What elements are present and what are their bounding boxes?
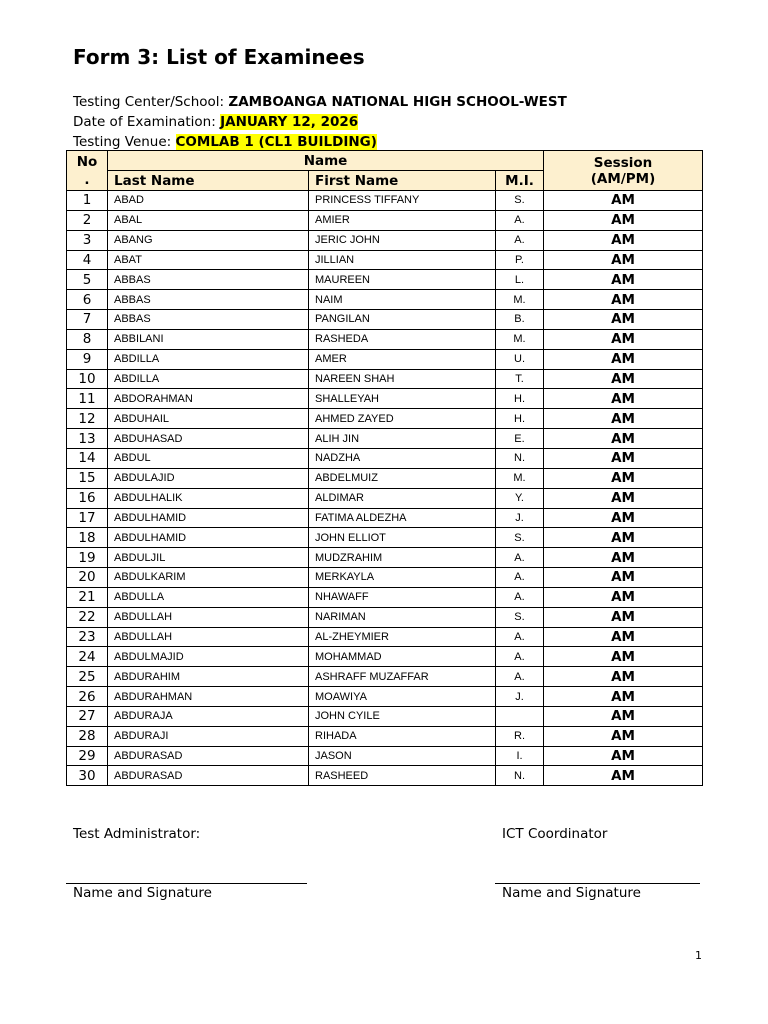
middle-initial-cell: P.: [496, 250, 544, 270]
first-name-cell: SHALLEYAH: [309, 389, 496, 409]
row-number: 26: [67, 687, 108, 707]
first-name-cell: JOHN ELLIOT: [309, 528, 496, 548]
table-row: [67, 627, 703, 647]
session-cell: AM: [544, 746, 703, 766]
last-name-cell: ABDULJIL: [108, 548, 309, 568]
row-number: 20: [67, 568, 108, 588]
table-row: [67, 528, 703, 548]
table-row: [67, 429, 703, 449]
middle-initial-cell: S.: [496, 191, 544, 211]
first-name-cell: NAIM: [309, 290, 496, 310]
row-number: 28: [67, 726, 108, 746]
table-row: [67, 448, 703, 468]
table-row: [67, 568, 703, 588]
last-name-cell: ABDULHALIK: [108, 488, 309, 508]
last-name-cell: ABANG: [108, 230, 309, 250]
session-cell: AM: [544, 548, 703, 568]
session-cell: AM: [544, 290, 703, 310]
session-cell: AM: [544, 210, 703, 230]
header-last-name: Last Name: [108, 171, 309, 191]
middle-initial-cell: N.: [496, 448, 544, 468]
middle-initial-cell: M.: [496, 329, 544, 349]
last-name-cell: ABDILLA: [108, 349, 309, 369]
last-name-cell: ABDUHASAD: [108, 429, 309, 449]
table-row: [67, 548, 703, 568]
middle-initial-cell: H.: [496, 409, 544, 429]
last-name-cell: ABAL: [108, 210, 309, 230]
row-number: 1: [67, 191, 108, 211]
row-number: 15: [67, 468, 108, 488]
session-cell: AM: [544, 488, 703, 508]
table-header: [67, 151, 703, 191]
header-session: [544, 151, 703, 191]
middle-initial-cell: A.: [496, 210, 544, 230]
table-row: [67, 230, 703, 250]
middle-initial-cell: J.: [496, 508, 544, 528]
last-name-cell: ABBAS: [108, 270, 309, 290]
last-name-cell: ABDULHAMID: [108, 508, 309, 528]
row-number: 18: [67, 528, 108, 548]
table-row: [67, 667, 703, 687]
middle-initial-cell: [496, 706, 544, 726]
last-name-cell: ABDURASAD: [108, 746, 309, 766]
session-cell: AM: [544, 329, 703, 349]
middle-initial-cell: A.: [496, 548, 544, 568]
table-row: [67, 389, 703, 409]
exam-date-value: JANUARY 12, 2026: [220, 114, 359, 130]
row-number: 8: [67, 329, 108, 349]
middle-initial-cell: I.: [496, 746, 544, 766]
testing-venue-label: Testing Venue:: [73, 134, 172, 150]
first-name-cell: AMIER: [309, 210, 496, 230]
first-name-cell: ABDELMUIZ: [309, 468, 496, 488]
first-name-cell: NADZHA: [309, 448, 496, 468]
session-cell: AM: [544, 726, 703, 746]
exam-date-line: [73, 112, 358, 132]
last-name-cell: ABDUL: [108, 448, 309, 468]
table-row: [67, 488, 703, 508]
first-name-cell: NHAWAFF: [309, 587, 496, 607]
last-name-cell: ABDURAJI: [108, 726, 309, 746]
middle-initial-cell: T.: [496, 369, 544, 389]
row-number: 6: [67, 290, 108, 310]
middle-initial-cell: H.: [496, 389, 544, 409]
row-number: 13: [67, 429, 108, 449]
header-no-label: No: [76, 153, 98, 170]
coordinator-signature-caption: Name and Signature: [502, 885, 641, 901]
session-cell: AM: [544, 409, 703, 429]
table-row: [67, 290, 703, 310]
testing-center-value: ZAMBOANGA NATIONAL HIGH SCHOOL-WEST: [228, 94, 567, 110]
table-row: [67, 210, 703, 230]
row-number: 30: [67, 766, 108, 786]
last-name-cell: ABDILLA: [108, 369, 309, 389]
session-cell: AM: [544, 528, 703, 548]
test-administrator-label: Test Administrator:: [73, 826, 201, 842]
row-number: 27: [67, 706, 108, 726]
session-cell: AM: [544, 429, 703, 449]
first-name-cell: JERIC JOHN: [309, 230, 496, 250]
table-row: [67, 329, 703, 349]
session-cell: AM: [544, 448, 703, 468]
row-number: 3: [67, 230, 108, 250]
session-cell: AM: [544, 270, 703, 290]
middle-initial-cell: M.: [496, 468, 544, 488]
session-cell: AM: [544, 568, 703, 588]
middle-initial-cell: A.: [496, 230, 544, 250]
session-cell: AM: [544, 766, 703, 786]
row-number: 7: [67, 310, 108, 330]
row-number: 22: [67, 607, 108, 627]
last-name-cell: ABDULLAH: [108, 607, 309, 627]
last-name-cell: ABAD: [108, 191, 309, 211]
row-number: 16: [67, 488, 108, 508]
session-cell: AM: [544, 647, 703, 667]
last-name-cell: ABDULKARIM: [108, 568, 309, 588]
last-name-cell: ABBILANI: [108, 329, 309, 349]
first-name-cell: NARIMAN: [309, 607, 496, 627]
session-cell: AM: [544, 349, 703, 369]
table-row: [67, 607, 703, 627]
last-name-cell: ABBAS: [108, 310, 309, 330]
table-row: [67, 191, 703, 211]
table-row: [67, 706, 703, 726]
first-name-cell: AHMED ZAYED: [309, 409, 496, 429]
middle-initial-cell: B.: [496, 310, 544, 330]
first-name-cell: JILLIAN: [309, 250, 496, 270]
first-name-cell: RASHEDA: [309, 329, 496, 349]
table-row: [67, 766, 703, 786]
row-number: 24: [67, 647, 108, 667]
first-name-cell: JASON: [309, 746, 496, 766]
first-name-cell: PRINCESS TIFFANY: [309, 191, 496, 211]
middle-initial-cell: E.: [496, 429, 544, 449]
session-cell: AM: [544, 369, 703, 389]
session-cell: AM: [544, 687, 703, 707]
first-name-cell: FATIMA ALDEZHA: [309, 508, 496, 528]
row-number: 14: [67, 448, 108, 468]
row-number: 2: [67, 210, 108, 230]
row-number: 21: [67, 587, 108, 607]
middle-initial-cell: R.: [496, 726, 544, 746]
header-session-sub: (AM/PM): [590, 170, 656, 187]
first-name-cell: PANGILAN: [309, 310, 496, 330]
last-name-cell: ABDULHAMID: [108, 528, 309, 548]
table-row: [67, 508, 703, 528]
row-number: 17: [67, 508, 108, 528]
session-cell: AM: [544, 587, 703, 607]
first-name-cell: MUDZRAHIM: [309, 548, 496, 568]
coordinator-signature-line: [495, 883, 700, 884]
first-name-cell: NAREEN SHAH: [309, 369, 496, 389]
session-cell: AM: [544, 310, 703, 330]
middle-initial-cell: N.: [496, 766, 544, 786]
session-cell: AM: [544, 627, 703, 647]
last-name-cell: ABDURAHIM: [108, 667, 309, 687]
form-title: Form 3: List of Examinees: [73, 45, 365, 69]
examinee-table: [66, 150, 703, 786]
middle-initial-cell: J.: [496, 687, 544, 707]
first-name-cell: AMER: [309, 349, 496, 369]
row-number: 11: [67, 389, 108, 409]
session-cell: AM: [544, 230, 703, 250]
table-row: [67, 746, 703, 766]
row-number: 19: [67, 548, 108, 568]
header-session-label: Session: [593, 154, 653, 171]
row-number: 4: [67, 250, 108, 270]
header-name: Name: [108, 151, 544, 171]
last-name-cell: ABDURAHMAN: [108, 687, 309, 707]
first-name-cell: MAUREEN: [309, 270, 496, 290]
first-name-cell: MOAWIYA: [309, 687, 496, 707]
middle-initial-cell: A.: [496, 667, 544, 687]
last-name-cell: ABDULMAJID: [108, 647, 309, 667]
session-cell: AM: [544, 468, 703, 488]
middle-initial-cell: A.: [496, 568, 544, 588]
row-number: 12: [67, 409, 108, 429]
middle-initial-cell: A.: [496, 627, 544, 647]
middle-initial-cell: S.: [496, 528, 544, 548]
table-row: [67, 310, 703, 330]
middle-initial-cell: Y.: [496, 488, 544, 508]
last-name-cell: ABBAS: [108, 290, 309, 310]
testing-venue-line: [73, 132, 377, 152]
admin-signature-line: [66, 883, 307, 884]
middle-initial-cell: L.: [496, 270, 544, 290]
testing-center-line: [73, 92, 567, 112]
first-name-cell: AL-ZHEYMIER: [309, 627, 496, 647]
last-name-cell: ABDULAJID: [108, 468, 309, 488]
row-number: 10: [67, 369, 108, 389]
table-row: [67, 349, 703, 369]
table-body: [67, 191, 703, 786]
header-mi: M.I.: [496, 171, 544, 191]
last-name-cell: ABDUHAIL: [108, 409, 309, 429]
table-row: [67, 587, 703, 607]
row-number: 25: [67, 667, 108, 687]
first-name-cell: MERKAYLA: [309, 568, 496, 588]
table-row: [67, 468, 703, 488]
last-name-cell: ABDURASAD: [108, 766, 309, 786]
testing-center-label: Testing Center/School:: [73, 94, 225, 110]
header-no: [67, 151, 108, 191]
middle-initial-cell: U.: [496, 349, 544, 369]
first-name-cell: RASHEED: [309, 766, 496, 786]
middle-initial-cell: S.: [496, 607, 544, 627]
row-number: 29: [67, 746, 108, 766]
last-name-cell: ABDULLA: [108, 587, 309, 607]
header-no-suffix: .: [84, 171, 90, 188]
table-row: [67, 687, 703, 707]
first-name-cell: ALDIMAR: [309, 488, 496, 508]
middle-initial-cell: M.: [496, 290, 544, 310]
middle-initial-cell: A.: [496, 647, 544, 667]
last-name-cell: ABDULLAH: [108, 627, 309, 647]
first-name-cell: ALIH JIN: [309, 429, 496, 449]
last-name-cell: ABDORAHMAN: [108, 389, 309, 409]
session-cell: AM: [544, 508, 703, 528]
first-name-cell: MOHAMMAD: [309, 647, 496, 667]
table-row: [67, 369, 703, 389]
row-number: 5: [67, 270, 108, 290]
session-cell: AM: [544, 667, 703, 687]
session-cell: AM: [544, 706, 703, 726]
table-row: [67, 250, 703, 270]
exam-date-label: Date of Examination:: [73, 114, 216, 130]
last-name-cell: ABAT: [108, 250, 309, 270]
session-cell: AM: [544, 191, 703, 211]
row-number: 23: [67, 627, 108, 647]
ict-coordinator-label: ICT Coordinator: [502, 826, 608, 842]
row-number: 9: [67, 349, 108, 369]
last-name-cell: ABDURAJA: [108, 706, 309, 726]
testing-venue-value: COMLAB 1 (CL1 BUILDING): [175, 134, 377, 150]
session-cell: AM: [544, 250, 703, 270]
first-name-cell: RIHADA: [309, 726, 496, 746]
first-name-cell: JOHN CYILE: [309, 706, 496, 726]
first-name-cell: ASHRAFF MUZAFFAR: [309, 667, 496, 687]
table-row: [67, 726, 703, 746]
admin-signature-caption: Name and Signature: [73, 885, 212, 901]
table-row: [67, 647, 703, 667]
middle-initial-cell: A.: [496, 587, 544, 607]
session-cell: AM: [544, 607, 703, 627]
table-row: [67, 270, 703, 290]
page-number: 1: [695, 949, 702, 962]
table-row: [67, 409, 703, 429]
session-cell: AM: [544, 389, 703, 409]
header-first-name: First Name: [309, 171, 496, 191]
